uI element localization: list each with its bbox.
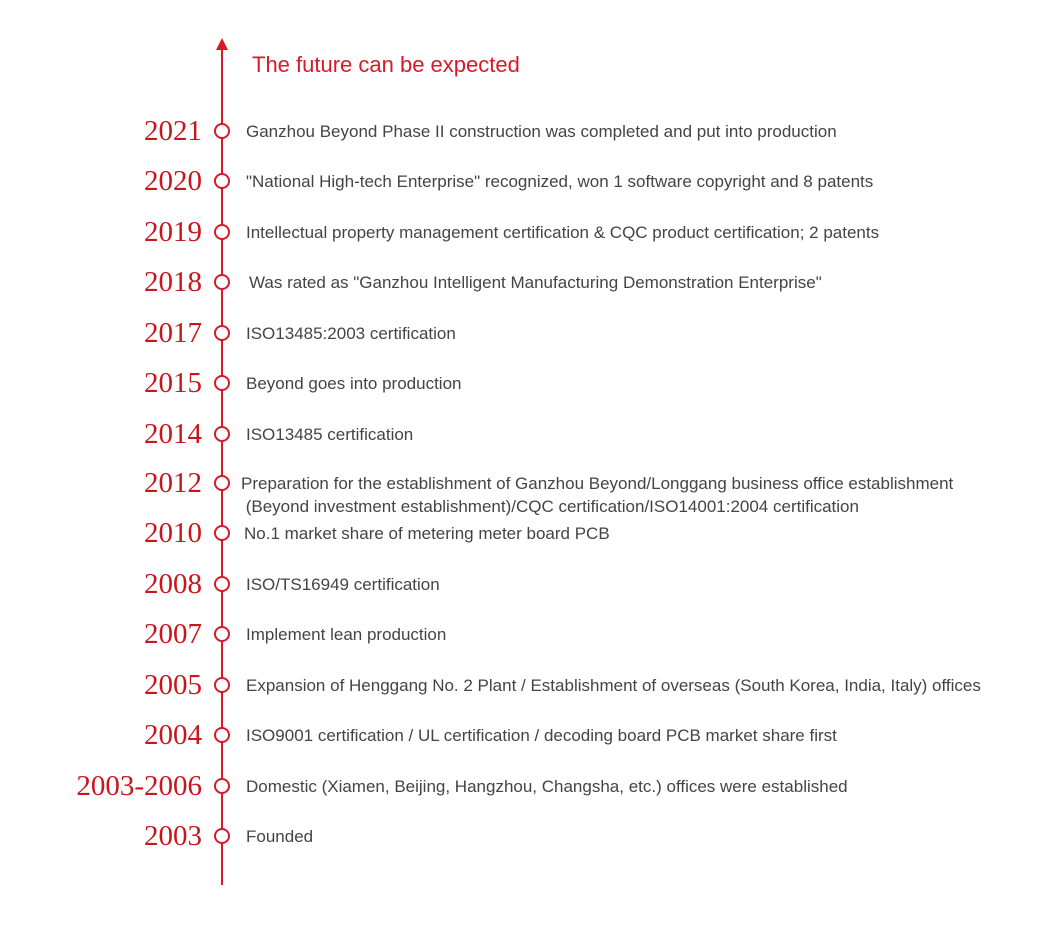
timeline-entry <box>0 166 1050 196</box>
timeline-entry <box>0 368 1050 398</box>
timeline-node-icon <box>214 778 230 794</box>
timeline-node-icon <box>214 525 230 541</box>
arrow-up-icon <box>216 38 228 50</box>
timeline-entry <box>0 821 1050 851</box>
entry-year: 2017 <box>144 317 202 349</box>
timeline-entry <box>0 720 1050 750</box>
timeline-node-icon <box>214 173 230 189</box>
entry-description: No.1 market share of metering meter board PCB <box>244 524 610 543</box>
entry-description: Founded <box>246 827 314 846</box>
timeline-entry <box>0 518 1050 548</box>
entry-year: 2019 <box>144 216 202 248</box>
entry-description: "National High-tech Enterprise" recognized, won 1 software copyright and 8 patents <box>246 172 874 191</box>
entry-year: 2012 <box>144 467 202 499</box>
entry-description: ISO/TS16949 certification <box>246 575 440 594</box>
entry-year: 2020 <box>144 165 202 197</box>
entry-description: Beyond goes into production <box>246 374 462 393</box>
entry-year: 2010 <box>144 517 202 549</box>
entry-year: 2003 <box>144 820 202 852</box>
entry-year: 2018 <box>144 266 202 298</box>
timeline-node-icon <box>214 727 230 743</box>
timeline-node-icon <box>214 576 230 592</box>
entry-year: 2015 <box>144 367 202 399</box>
timeline-node-icon <box>214 375 230 391</box>
entry-description: Preparation for the establishment of Ganzhou Beyond/Longgang business office establishment (Beyond investment establishment)/CQC certification/ISO14001:2004 certification <box>241 474 954 516</box>
entry-description: Was rated as "Ganzhou Intelligent Manufacturing Demonstration Enterprise" <box>249 273 822 292</box>
entry-description: Expansion of Henggang No. 2 Plant / Establishment of overseas (South Korea, India, Italy) offices <box>246 676 981 695</box>
timeline-entry <box>0 569 1050 599</box>
entry-description: ISO13485 certification <box>246 425 414 444</box>
timeline-entry <box>0 419 1050 449</box>
timeline-node-icon <box>214 123 230 139</box>
timeline-node-icon <box>214 224 230 240</box>
timeline-node-icon <box>214 626 230 642</box>
entry-year: 2004 <box>144 719 202 751</box>
timeline-entry <box>0 267 1050 297</box>
entry-description: ISO9001 certification / UL certification / decoding board PCB market share first <box>246 726 837 745</box>
timeline-entry <box>0 467 1050 516</box>
timeline-node-icon <box>214 677 230 693</box>
entry-description: ISO13485:2003 certification <box>246 324 456 343</box>
timeline-entry <box>0 619 1050 649</box>
timeline-entry <box>0 318 1050 348</box>
timeline-node-icon <box>214 325 230 341</box>
timeline-entry <box>0 116 1050 146</box>
timeline-heading: The future can be expected <box>252 52 520 77</box>
entry-description: Intellectual property management certification & CQC product certification; 2 patents <box>246 223 880 242</box>
entry-year: 2003-2006 <box>76 770 202 802</box>
entry-year: 2021 <box>144 115 202 147</box>
timeline-node-icon <box>214 426 230 442</box>
entry-year: 2007 <box>144 618 202 650</box>
timeline-node-icon <box>214 828 230 844</box>
timeline-entry <box>0 771 1050 801</box>
timeline-entry <box>0 217 1050 247</box>
entry-year: 2014 <box>144 418 202 450</box>
entry-description: Ganzhou Beyond Phase II construction was completed and put into production <box>246 122 837 141</box>
entry-description: Domestic (Xiamen, Beijing, Hangzhou, Changsha, etc.) offices were established <box>246 777 848 796</box>
entry-year: 2005 <box>144 669 202 701</box>
entry-year: 2008 <box>144 568 202 600</box>
timeline-node-icon <box>214 475 230 491</box>
timeline-node-icon <box>214 274 230 290</box>
timeline-entry <box>0 670 1050 700</box>
entry-description: Implement lean production <box>246 625 447 644</box>
